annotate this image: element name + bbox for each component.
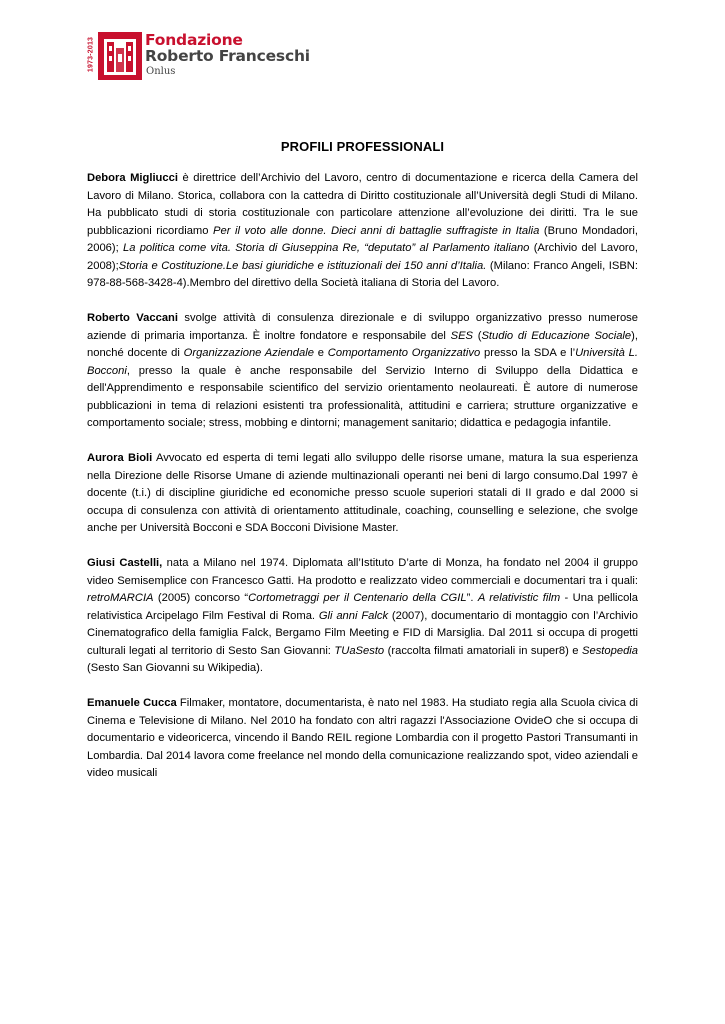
- profile-text: (raccolta filmati amatoriali in super8) e: [384, 644, 583, 657]
- profile-text: (: [473, 329, 482, 342]
- profile-title-italic: Organizzazione Aziendale: [183, 347, 314, 359]
- logo-name-line1: Fondazione: [145, 31, 243, 49]
- profile-name: Aurora Bioli: [87, 452, 153, 464]
- profile-text: ”.: [466, 592, 478, 604]
- profile-title-italic: La politica come vita. Storia di Giuseppina Re, “deputato” al Parlamento italiano: [123, 242, 530, 254]
- profile-title-italic: Storia e Costituzione.Le basi giuridiche e istituzionali dei 150 anni d’Italia.: [118, 259, 487, 272]
- profile-text: , presso la quale è anche responsabile del Servizio Interno di Sviluppo della Didattica e dell'Apprendimento e responsabile scientifico del servizio orientamento neolaureati. È autore di numerose pubblicazioni in tema di relazioni esistenti tra professionalità, attitudini e carriera; strutture organizzative e comportamento sociale; stress, mobbing e dintorni; management sanitario; didattica e pedagogia infantile.: [87, 364, 638, 429]
- profile-title-italic: Cortometraggi per il Centenario della CGIL: [248, 592, 467, 604]
- profile-name: Roberto Vaccani: [87, 312, 178, 324]
- profile-text: svolge attività di consulenza direzionale e di sviluppo organizzativo presso numerose aziende di primaria importanza. È inoltre fondatore e responsabile del: [87, 312, 638, 342]
- profile-name: Debora Migliucci: [87, 172, 178, 184]
- profile-text: (Bruno Mondadori, 2006);: [87, 224, 638, 254]
- profile-text: (Archivio del Lavoro, 2008);: [87, 242, 638, 272]
- logo-name-line3: Onlus: [146, 66, 176, 77]
- logo-name-line2: Roberto Franceschi: [145, 47, 310, 65]
- profile-title-italic: A relativistic film: [477, 592, 561, 604]
- profile-title-italic: retroMARCIA: [87, 592, 154, 604]
- profile-text: (Milano: Franco Angeli, ISBN: 978-88-568-3428-4).Membro del direttivo della Società italiana di Storia del Lavoro.: [87, 259, 638, 289]
- profile-name: Giusi Castelli,: [87, 557, 163, 569]
- foundation-logo: [86, 30, 310, 82]
- profile-text: è direttrice dell’Archivio del Lavoro, centro di documentazione e ricerca della Camera del Lavoro di Milano. Storica, collabora con la cattedra di Diritto costituzionale all’Università degli Studi di Milano. Ha pubblicato studi di storia costituzionale con particolare attenzione all’evoluzione dei diritti. Tra le sue pubblicazioni ricordiamo: [87, 172, 638, 237]
- profile-title-italic: Università L. Bocconi: [87, 347, 638, 377]
- profile-text: (Sesto San Giovanni su Wikipedia).: [87, 662, 263, 674]
- profile-paragraph: [87, 695, 638, 783]
- profile-text: e: [313, 347, 328, 359]
- profile-text: (2007), documentario di montaggio con l’Archivio Cinematografico della famiglia Falck, Bergamo Film Meeting e FID di Marsiglia. Dal 2011 si occupa di progetti culturali legati al territorio di Sesto San Giovanni:: [87, 609, 638, 657]
- profile-text: Avvocato ed esperta di temi legati allo sviluppo delle risorse umane, matura la sua esperienza nella Direzione delle Risorse Umane di aziende multinazionali operanti nei beni di largo consumo.Dal 1997 è docente (t.i.) di discipline giuridiche ed economiche presso scuole superiori statali di II grado e dal 2000 si occupa di consulenza con attività di orientamento attitudinale, coaching, counselling e selezione, che svolge anche per Università Bocconi e SDA Bocconi Divisione Master.: [87, 452, 638, 534]
- logo-years: 1973-2013: [87, 36, 95, 73]
- profile-title-italic: TUaSesto: [334, 644, 385, 657]
- profile-text: presso la SDA e l’: [480, 347, 576, 359]
- profile-name: Emanuele Cucca: [87, 697, 177, 709]
- profiles-list: [87, 170, 638, 800]
- profile-title-italic: Gli anni Falck: [318, 609, 389, 622]
- profile-title-italic: Sestopedia: [582, 644, 639, 657]
- page-title: PROFILI PROFESSIONALI: [280, 139, 445, 154]
- profile-paragraph: [87, 450, 638, 538]
- profile-text: nata a Milano nel 1974. Diplomata all’Istituto D’arte di Monza, ha fondato nel 2004 il gruppo video Semisemplice con Francesco Gatti. Ha prodotto e realizzato video commerciali e documentari tra i quali:: [87, 557, 638, 587]
- profile-text: ), nonché docente di: [87, 329, 638, 359]
- profile-title-italic: Per il voto alle donne. Dieci anni di battaglie suffragiste in Italia: [213, 224, 540, 237]
- profile-paragraph: [87, 310, 638, 433]
- profile-title-italic: Studio di Educazione Sociale: [481, 329, 632, 342]
- profile-paragraph: [87, 555, 638, 678]
- profile-title-italic: Comportamento Organizzativo: [327, 347, 481, 359]
- profile-text: Filmaker, montatore, documentarista, è nato nel 1983. Ha studiato regia alla Scuola civica di Cinema e Televisione di Milano. Nel 2010 ha fondato con altri ragazzi l'Associazione OvideO che si occupa di documentario e videoricerca, vincendo il Bando REIL regione Lombardia con il progetto Pastori Transumanti in Lombardia. Dal 2014 lavora come freelance nel mondo della comunicazione realizzando spot, video aziendali e video musicali: [87, 697, 639, 779]
- profile-text: - Una pellicola relativistica Arcipelago Film Festival di Roma.: [87, 592, 639, 622]
- profile-paragraph: [87, 170, 638, 293]
- building-emblem-icon: [98, 32, 142, 80]
- profile-title-italic: SES: [450, 329, 473, 342]
- profile-text: (2005) concorso “: [153, 592, 249, 604]
